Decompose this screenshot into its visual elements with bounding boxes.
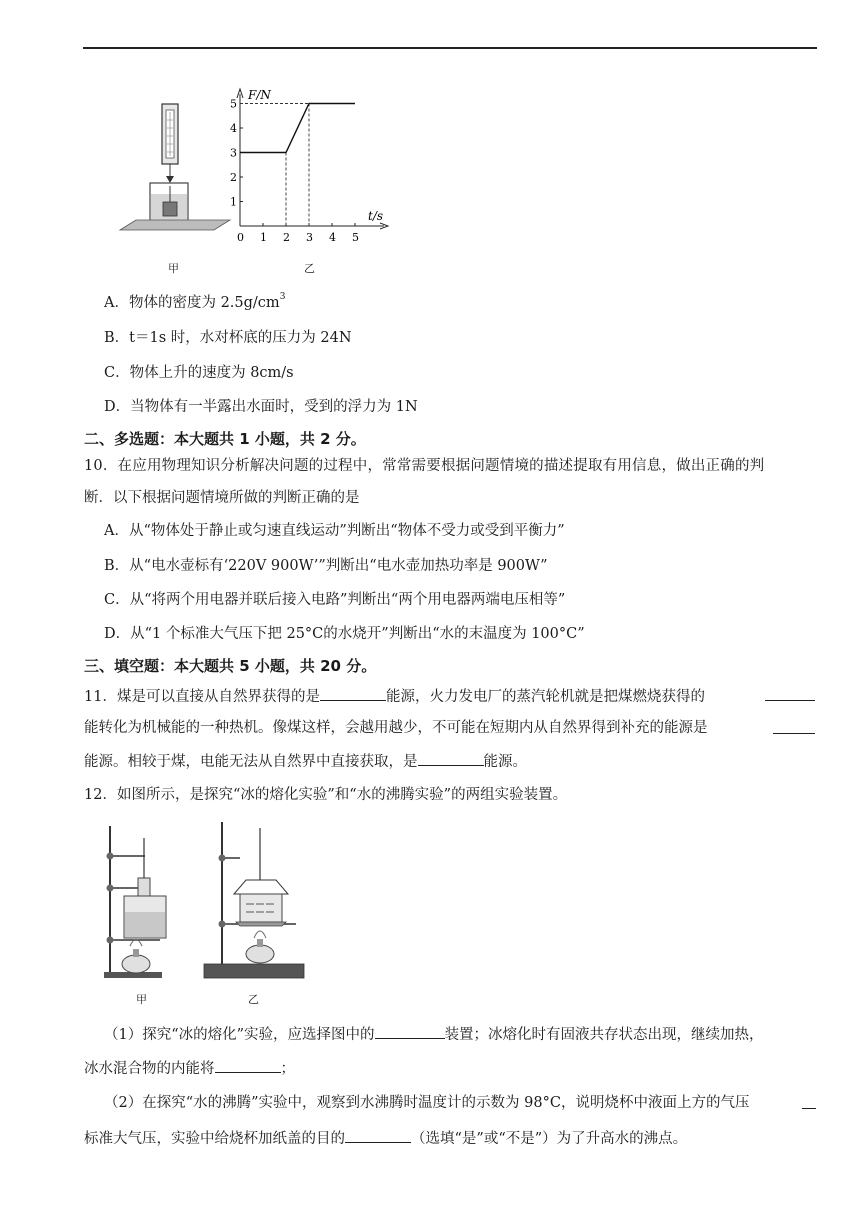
y-tick-label: 1 — [230, 195, 237, 209]
q11-text-1: 11．煤是可以直接从自然界获得的是 — [84, 689, 320, 705]
q12-p1-text-1: （1）探究“冰的熔化”实验，应选择图中的 — [104, 1027, 375, 1043]
x-tick-label: 2 — [283, 231, 290, 244]
q10-stem-line1: 10．在应用物理知识分析解决问题的过程中，常常需要根据问题情境的描述提取有用信息，做出正确的判 — [84, 458, 765, 474]
y-tick-label: 4 — [230, 122, 237, 135]
x-tick-label: 1 — [260, 231, 267, 244]
y-tick-label: 2 — [230, 171, 237, 184]
x-axis-label: t/s — [368, 209, 384, 223]
section-3-title: 三、填空题：本大题共 5 小题，共 20 分。 — [84, 657, 377, 675]
q12-fig-label-left: 甲 — [136, 993, 147, 1006]
force-time-graph — [222, 86, 392, 248]
q12-blank-3[interactable] — [802, 1096, 816, 1109]
section-2-title: 二、多选题：本大题共 1 小题，共 2 分。 — [84, 430, 366, 448]
q11-line3 — [84, 753, 527, 770]
q11-blank-2[interactable] — [765, 688, 815, 701]
q12-part2-line1: （2）在探究“水的沸腾”实验中，观察到水沸腾时温度计的示数为 98°C，说明烧杯中液面上方的气压 — [104, 1095, 750, 1111]
apparatus-figure — [100, 818, 310, 986]
q9-option-a — [104, 292, 286, 311]
q9-option-b: B．t＝1s 时，水对杯底的压力为 24N — [104, 330, 352, 346]
figure1-label-left: 甲 — [168, 262, 179, 275]
q9-option-a-sup: 3 — [279, 292, 286, 302]
q11-blank-1[interactable] — [320, 688, 386, 701]
q11-blank-4[interactable] — [418, 753, 484, 766]
y-tick-label: 5 — [230, 97, 237, 111]
q11-text-3: 能源。相较于煤，电能无法从自然界中直接获取，是 — [84, 754, 418, 770]
q12-blank-1[interactable] — [375, 1026, 445, 1039]
q11-blank-3[interactable] — [773, 721, 815, 734]
q10-option-c: C．从“将两个用电器并联后接入电路”判断出“两个用电器两端电压相等” — [104, 592, 566, 608]
q12-part2-line2 — [84, 1130, 687, 1147]
q11-text-4: 能源。 — [483, 754, 527, 770]
series-line — [240, 104, 355, 153]
q12-p1-text-2: 装置；冰熔化时有固液共存状态出现，继续加热， — [444, 1027, 764, 1043]
q11-line2: 能转化为机械能的一种热机。像煤这样，会越用越少，不可能在短期内从自然界得到补充的能源是 — [84, 720, 708, 736]
x-tick-label: 0 — [237, 231, 244, 244]
q12-stem: 12．如图所示，是探究“冰的熔化实验”和“水的沸腾实验”的两组实验装置。 — [84, 787, 568, 803]
q9-option-d: D．当物体有一半露出水面时，受到的浮力为 1N — [104, 399, 418, 415]
y-axis-label: F/N — [248, 88, 271, 102]
q12-blank-2[interactable] — [215, 1060, 281, 1073]
spring-scale-figure — [118, 100, 233, 235]
q12-p2-text-1: 标准大气压，实验中给烧杯加纸盖的目的 — [84, 1131, 345, 1147]
q10-stem-line2: 断．以下根据问题情境所做的判断正确的是 — [84, 490, 360, 506]
q10-option-a: A．从“物体处于静止或匀速直线运动”判断出“物体不受力或受到平衡力” — [104, 523, 565, 539]
header-rule — [83, 47, 817, 49]
q11-text-2: 能源，火力发电厂的蒸汽轮机就是把煤燃烧获得的 — [385, 689, 705, 705]
q12-part1-line2 — [84, 1060, 295, 1077]
q12-fig-label-right: 乙 — [248, 993, 259, 1006]
q9-option-a-text: A．物体的密度为 2.5g/cm — [104, 295, 280, 311]
q12-p1-text-3: 冰水混合物的内能将 — [84, 1061, 215, 1077]
y-tick-label: 3 — [230, 146, 237, 160]
q12-blank-4[interactable] — [345, 1130, 411, 1143]
q9-option-c: C．物体上升的速度为 8cm/s — [104, 365, 294, 381]
q10-option-b: B．从“电水壶标有‘220V 900W’”判断出“电水壶加热功率是 900W” — [104, 558, 548, 574]
figure1-label-right: 乙 — [304, 262, 315, 275]
q11-line1 — [84, 688, 705, 705]
q10-option-d: D．从“1 个标准大气压下把 25°C的水烧开”判断出“水的末温度为 100°C” — [104, 626, 585, 642]
q12-p1-text-4: ； — [280, 1061, 295, 1077]
x-tick-label: 4 — [329, 231, 336, 244]
q12-part1-line1 — [104, 1026, 764, 1043]
q12-p2-text-2: （选填“是”或“不是”）为了升高水的沸点。 — [411, 1131, 688, 1147]
x-tick-label: 3 — [306, 231, 313, 244]
x-tick-label: 5 — [352, 231, 359, 244]
